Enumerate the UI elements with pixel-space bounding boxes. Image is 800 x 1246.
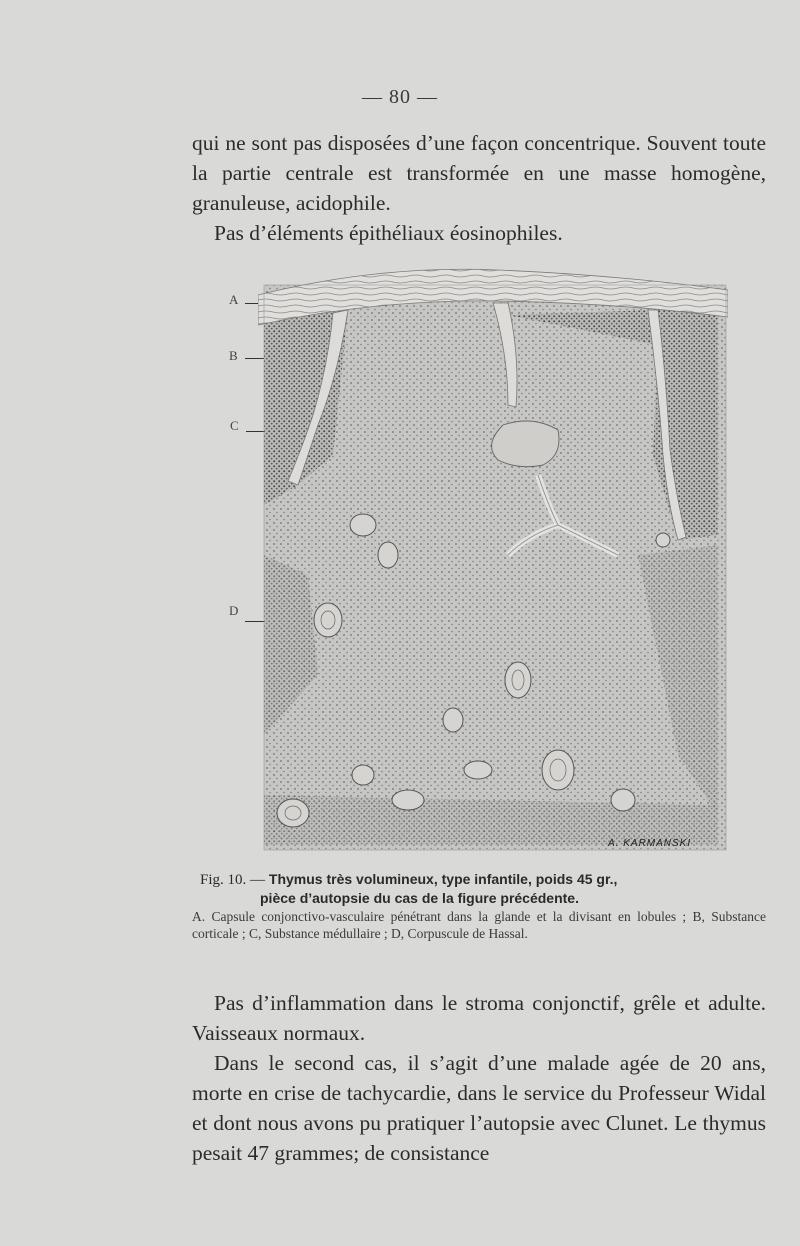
paragraph: Pas d’inflammation dans le stroma conjonctif, grêle et adulte. Vaisseaux normaux. bbox=[192, 991, 766, 1045]
paragraph: qui ne sont pas disposées d’une façon concentrique. Souvent toute la partie centrale est transformée en une masse homogène, granuleuse, acidophile. bbox=[192, 131, 766, 215]
figure-label-d: D bbox=[229, 603, 239, 618]
caption-title-line-1: Thymus très volumineux, type infantile, poids 45 gr., bbox=[268, 871, 618, 887]
figure-label-b: B bbox=[229, 348, 238, 363]
figure-number: Fig. 10. — bbox=[200, 872, 266, 888]
page-number: — 80 — bbox=[362, 86, 438, 108]
figure-caption-title bbox=[200, 870, 760, 907]
figure-legend: A. Capsule conjonctivo-vasculaire pénétrant dans la glande et la divisant en lobules ; B, Substance corticale ; C, Substance médullaire ; D, Corpuscule de Hassal. bbox=[192, 909, 766, 941]
bottom-text-block bbox=[192, 988, 766, 1168]
artist-signature: A. KARMANSKI bbox=[608, 838, 692, 849]
paragraph: Pas d’éléments épithéliaux éosinophiles. bbox=[214, 221, 563, 245]
histology-illustration bbox=[258, 255, 728, 855]
figure-label-c: C bbox=[230, 418, 239, 433]
histology-figure bbox=[258, 255, 728, 855]
paragraph: Dans le second cas, il s’agit d’une malade agée de 20 ans, morte en crise de tachycardie, dans le service du Professeur Widal et dont nous avons pu pratiquer l’autopsie avec Clunet. Le thymus pesait 47 grammes; de consistance bbox=[192, 1051, 766, 1165]
figure-label-a: A bbox=[229, 292, 239, 307]
caption-title-line-2: pièce d’autopsie du cas de la figure précédente. bbox=[260, 890, 579, 906]
top-text-block bbox=[192, 128, 766, 248]
